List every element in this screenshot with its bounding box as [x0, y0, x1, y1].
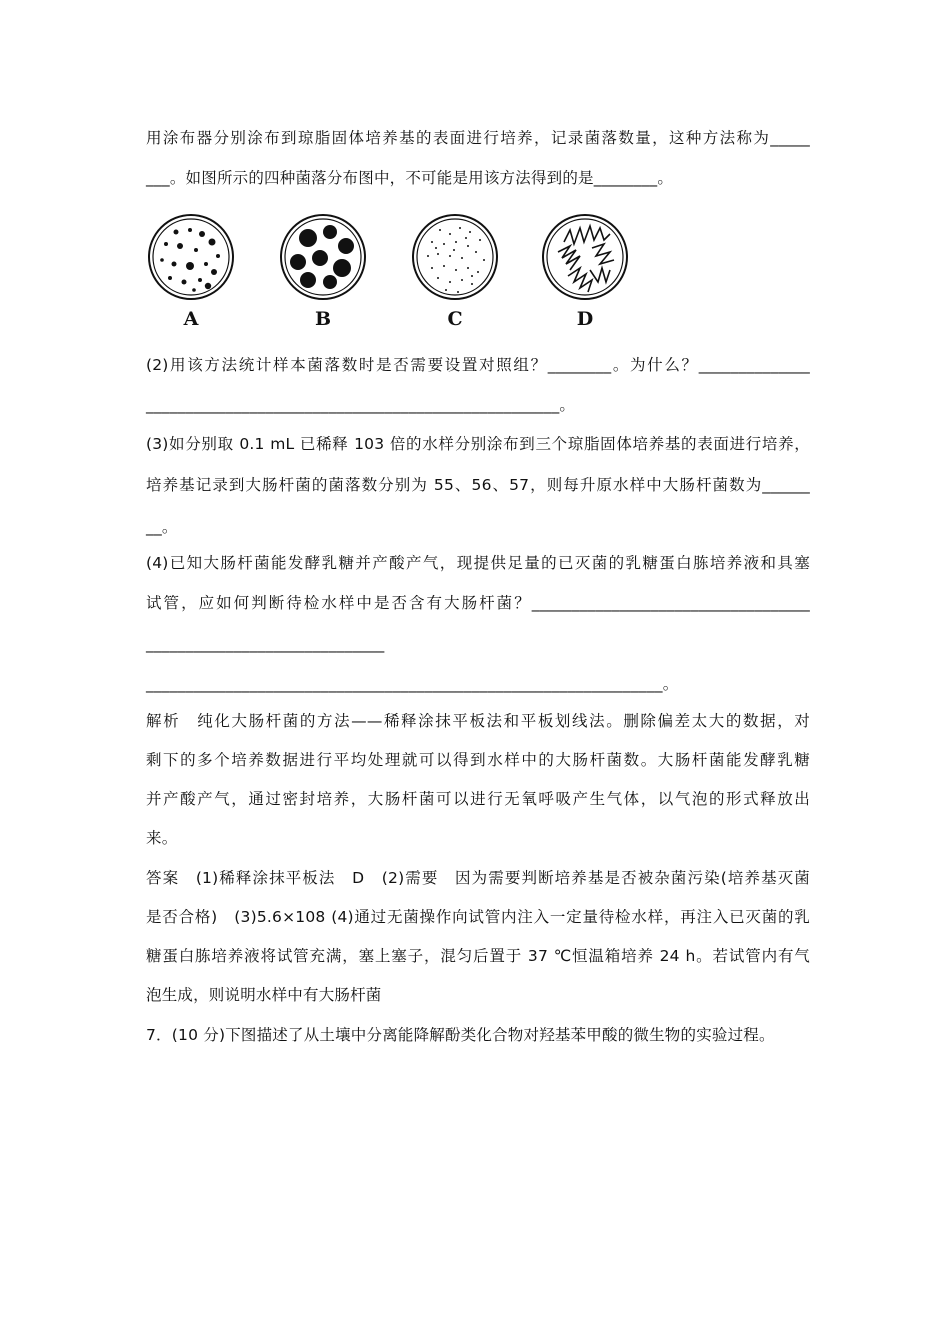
petri-dish-a	[146, 212, 236, 332]
petri-dish-c-drawing	[410, 212, 500, 302]
petri-dish-a-drawing	[146, 212, 236, 302]
answer-line: 泡生成，则说明水样中有大肠杆菌	[146, 986, 382, 1004]
petri-dish-b	[278, 212, 368, 332]
question-7-line: 7．(10 分)下图描述了从土壤中分离能降解酚类化合物对羟基苯甲酸的微生物的实验过程。	[146, 1026, 775, 1044]
answer-line: 糖蛋白胨培养液将试管充满，塞上塞子，混匀后置于 37 ℃恒温箱培养 24 h。若试管内有气	[146, 947, 810, 965]
text-line: (2)用该方法统计样本菌落数时是否需要设置对照组？________。为什么？______________	[146, 356, 810, 374]
petri-dish-c	[410, 212, 500, 332]
text-line: (3)如分别取 0.1 mL 已稀释 103 倍的水样分别涂布到三个琼脂固体培养基的表面进行培养，	[146, 435, 810, 453]
analysis-line: 来。	[146, 829, 178, 847]
analysis-line: 并产酸产气，通过密封培养，大肠杆菌可以进行无氧呼吸产生气体，以气泡的形式释放出	[146, 790, 810, 808]
answer-line: 是否合格) (3)5.6×108 (4)通过无菌操作向试管内注入一定量待检水样，再注入已灭菌的乳	[146, 908, 810, 926]
text-line: __。	[146, 518, 178, 536]
figure-label-a: A	[183, 308, 199, 330]
text-line: ___。如图所示的四种菌落分布图中，不可能是用该方法得到的是________。	[146, 169, 674, 187]
petri-dish-d-drawing	[540, 212, 630, 302]
analysis-line: 解析 纯化大肠杆菌的方法——稀释涂抹平板法和平板划线法。删除偏差太大的数据，对	[146, 712, 810, 730]
figure-label-d: D	[576, 308, 594, 330]
figure-label-c: C	[447, 308, 463, 330]
text-line: 用涂布器分别涂布到琼脂固体培养基的表面进行培养，记录菌落数量，这种方法称为_____	[146, 129, 810, 147]
petri-dish-d	[540, 212, 630, 332]
text-line: ______________________________	[146, 635, 385, 653]
petri-dish-b-drawing	[278, 212, 368, 302]
text-line: ____________________________________________________。	[146, 396, 576, 414]
analysis-line: 剩下的多个培养数据进行平均处理就可以得到水样中的大肠杆菌数。大肠杆菌能发酵乳糖	[146, 751, 810, 769]
text-line: _________________________________________________________________。	[146, 675, 679, 693]
figure-label-b: B	[314, 308, 332, 330]
answer-line: 答案 (1)稀释涂抹平板法 D (2)需要 因为需要判断培养基是否被杂菌污染(培养基灭菌	[146, 869, 810, 887]
colony-distribution-figure	[140, 212, 660, 332]
text-line: 培养基记录到大肠杆菌的菌落数分别为 55、56、57，则每升原水样中大肠杆菌数为______	[146, 476, 810, 494]
text-line: 试管，应如何判断待检水样中是否含有大肠杆菌？___________________________________	[146, 594, 810, 612]
text-line: (4)已知大肠杆菌能发酵乳糖并产酸产气，现提供足量的已灭菌的乳糖蛋白胨培养液和具塞	[146, 554, 810, 572]
